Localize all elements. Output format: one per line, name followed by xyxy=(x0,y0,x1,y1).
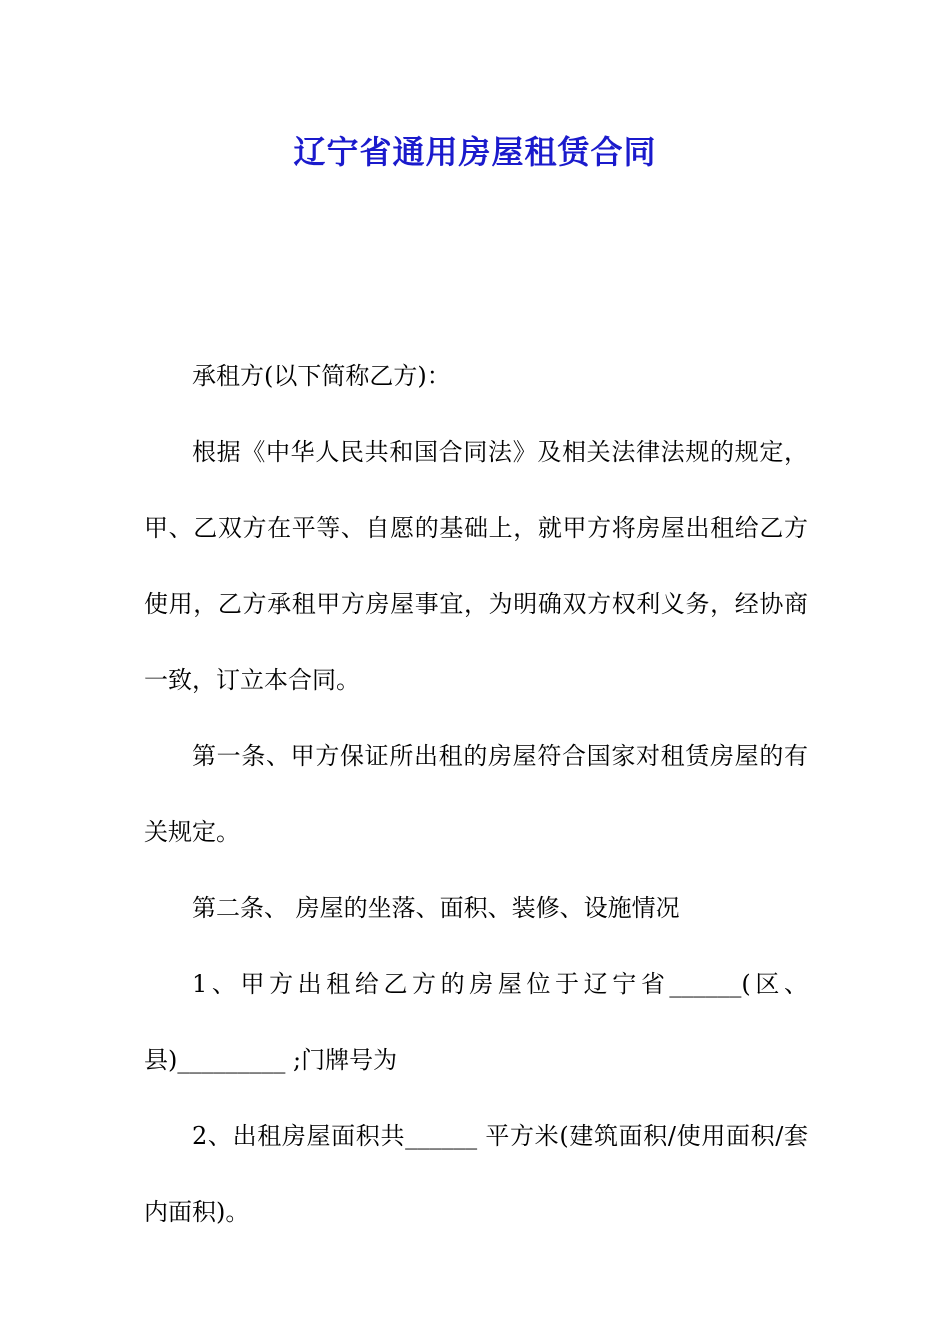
document-body xyxy=(144,338,808,1250)
paragraph-item-2: 2、出租房屋面积共______ 平方米(建筑面积/使用面积/套内面积)。 xyxy=(144,1122,808,1226)
paragraph-article-1: 第一条、甲方保证所出租的房屋符合国家对租赁房屋的有关规定。 xyxy=(144,742,808,846)
paragraph-article-2: 第二条、 房屋的坐落、面积、装修、设施情况 xyxy=(192,894,680,922)
paragraph-lessee: 承租方(以下简称乙方)： xyxy=(192,362,451,390)
document-title: 辽宁省通用房屋租赁合同 xyxy=(293,133,657,171)
paragraph-preamble: 根据《中华人民共和国合同法》及相关法律法规的规定，甲、乙双方在平等、自愿的基础上，就甲方将房屋出租给乙方使用，乙方承租甲方房屋事宜，为明确双方权利义务，经协商一致，订立本合同。 xyxy=(144,438,808,694)
paragraph-item-1: 1、甲方出租给乙方的房屋位于辽宁省______(区、县)_________ ;门牌号为 xyxy=(144,970,808,1074)
